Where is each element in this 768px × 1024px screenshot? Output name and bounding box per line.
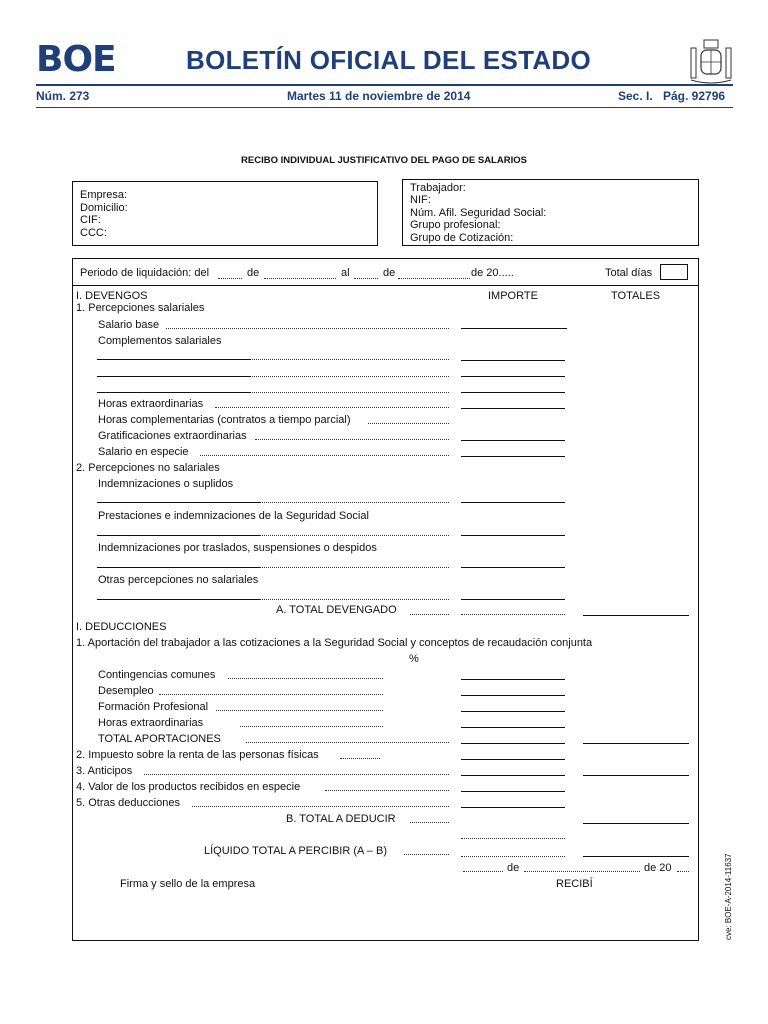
leader-dots: [410, 614, 449, 615]
total-devengado-label: A. TOTAL DEVENGADO: [276, 604, 397, 616]
irpf-label: 2. Impuesto sobre la renta de las personas físicas: [76, 749, 319, 761]
total-days-box: [660, 264, 688, 280]
importe-line: [461, 567, 565, 568]
blank-line: [97, 392, 251, 393]
issue-number: Núm. 273: [36, 89, 90, 103]
leader-dots: [255, 439, 449, 440]
period-de: de: [247, 267, 260, 279]
period-de2: de: [383, 267, 396, 279]
total-days-label: Total días: [605, 267, 653, 279]
prestaciones-label: Prestaciones e indemnizaciones de la Seguridad Social: [98, 510, 369, 522]
contingencias-label: Contingencias comunes: [98, 669, 216, 681]
worker-field: Núm. Afil. Seguridad Social:: [410, 207, 547, 219]
leader-dots: [215, 407, 449, 408]
date-year-line: [677, 871, 689, 872]
traslados-label: Indemnizaciones por traslados, suspensiones o despidos: [98, 542, 377, 554]
devengos-heading: I. DEVENGOS: [76, 290, 148, 302]
date-de: de: [507, 862, 520, 874]
leader-dots: [252, 359, 449, 360]
importe-line: [461, 392, 565, 393]
document-title: RECIBO INDIVIDUAL JUSTIFICATIVO DEL PAGO DE SALARIOS: [241, 155, 527, 166]
importe-line: [461, 695, 565, 696]
importe-line: [461, 599, 565, 600]
salario-base-label: Salario base: [98, 319, 160, 331]
gratificaciones-label: Gratificaciones extraordinarias: [98, 430, 247, 442]
page-number: Pág. 92796: [663, 89, 726, 103]
leader-dots: [404, 854, 449, 855]
importe-header: IMPORTE: [488, 290, 538, 302]
importe-line: [461, 502, 565, 503]
leader-dots: [340, 758, 380, 759]
leader-dots: [325, 790, 449, 791]
cve-code: cve: BOE-A-2014-11637: [724, 853, 733, 940]
boe-logo: BOE: [36, 39, 116, 80]
importe-line: [461, 679, 565, 680]
coat-of-arms-icon: [688, 38, 734, 86]
leader-dots: [262, 502, 449, 503]
totales-line: [583, 615, 689, 616]
totales-line: [583, 856, 689, 857]
anticipos-label: 3. Anticipos: [76, 765, 133, 777]
otras-deducciones-label: 5. Otras deducciones: [76, 797, 180, 809]
worker-field: NIF:: [410, 194, 431, 206]
especie-ded-label: 4. Valor de los productos recibidos en especie: [76, 781, 301, 793]
leader-dots: [262, 567, 449, 568]
horas-extra-ded-label: Horas extraordinarias: [98, 717, 204, 729]
blank-line: [97, 567, 261, 568]
liquido-label: LÍQUIDO TOTAL A PERCIBIR (A – B): [204, 845, 387, 857]
company-field: Empresa:: [80, 189, 128, 201]
period-divider: [73, 285, 698, 286]
date-year: de 20: [644, 862, 672, 874]
importe-line: [461, 456, 565, 457]
leader-dots: [368, 423, 449, 424]
leader-dots: [252, 376, 449, 377]
totales-line: [583, 775, 689, 776]
percent-header: %: [409, 653, 419, 665]
date-day-line: [463, 871, 503, 872]
importe-line: [461, 535, 565, 536]
issue-date: Martes 11 de noviembre de 2014: [287, 89, 471, 103]
deducciones-heading: I. DEDUCCIONES: [76, 621, 167, 633]
horas-extra-label: Horas extraordinarias: [98, 398, 204, 410]
blank-line: [97, 599, 261, 600]
percepciones-no-salariales: 2. Percepciones no salariales: [76, 462, 220, 474]
period-month-from: [264, 278, 336, 279]
importe-line: [461, 759, 565, 760]
totales-line: [583, 823, 689, 824]
importe-line: [461, 711, 565, 712]
date-month-line: [524, 871, 640, 872]
leader-dots: [228, 678, 383, 679]
blank-line: [97, 502, 261, 503]
importe-line: [461, 791, 565, 792]
leader-dots: [262, 599, 449, 600]
percepciones-salariales: 1. Percepciones salariales: [76, 302, 205, 314]
header-rule: [36, 84, 733, 86]
leader-dots: [240, 726, 383, 727]
leader-dots: [246, 742, 449, 743]
period-al: al: [341, 267, 350, 279]
total-deducir-label: B. TOTAL A DEDUCIR: [286, 813, 396, 825]
complementos-label: Complementos salariales: [98, 335, 222, 347]
leader-dots: [262, 535, 449, 536]
totales-line: [583, 743, 689, 744]
leader-dots: [159, 694, 383, 695]
worker-field: Grupo profesional:: [410, 219, 501, 231]
worker-field: Grupo de Cotización:: [410, 232, 514, 244]
company-field: Domicilio:: [80, 202, 128, 214]
importe-line: [461, 775, 565, 776]
otras-percepciones-label: Otras percepciones no salariales: [98, 574, 259, 586]
blank-line: [97, 535, 261, 536]
importe-line: [461, 807, 565, 808]
page-title: BOLETÍN OFICIAL DEL ESTADO: [186, 45, 592, 75]
period-month-to: [398, 278, 470, 279]
leader-dots: [192, 806, 449, 807]
importe-line: [461, 743, 565, 744]
period-year: de 20.....: [471, 267, 514, 279]
section-label: Sec. I.: [618, 89, 653, 103]
formacion-label: Formación Profesional: [98, 701, 209, 713]
importe-line: [461, 360, 565, 361]
leader-dots: [166, 328, 449, 329]
worker-field: Trabajador:: [410, 182, 466, 194]
indemnizaciones-label: Indemnizaciones o suplidos: [98, 478, 234, 490]
leader-dots: [461, 856, 565, 857]
leader-dots: [252, 392, 449, 393]
firma-label: Firma y sello de la empresa: [120, 878, 256, 890]
total-aportaciones-label: TOTAL APORTACIONES: [98, 733, 221, 745]
header-rule-bottom: [36, 107, 733, 108]
leader-dots: [410, 822, 449, 823]
totales-header: TOTALES: [611, 290, 661, 302]
leader-dots: [200, 455, 449, 456]
importe-line: [461, 376, 565, 377]
importe-line: [461, 727, 565, 728]
blank-line: [97, 359, 251, 360]
recibi-label: RECIBÍ: [556, 878, 593, 890]
company-field: CIF:: [80, 214, 101, 226]
horas-compl-label: Horas complementarias (contratos a tiempo parcial): [98, 414, 351, 426]
importe-line: [461, 328, 567, 329]
aportacion-label: 1. Aportación del trabajador a las cotizaciones a la Seguridad Social y conceptos de recaudación conjunta: [76, 637, 593, 649]
leader-dots: [461, 838, 565, 839]
leader-dots: [144, 774, 449, 775]
company-field: CCC:: [80, 227, 107, 239]
leader-dots: [216, 710, 383, 711]
blank-line: [97, 376, 251, 377]
especie-label: Salario en especie: [98, 446, 189, 458]
desempleo-label: Desempleo: [98, 685, 154, 697]
importe-line: [461, 440, 565, 441]
period-label: Periodo de liquidación: del: [80, 267, 210, 279]
period-day-to: [354, 278, 378, 279]
leader-dots: [461, 614, 565, 615]
importe-line: [461, 408, 565, 409]
period-day-from: [218, 278, 242, 279]
